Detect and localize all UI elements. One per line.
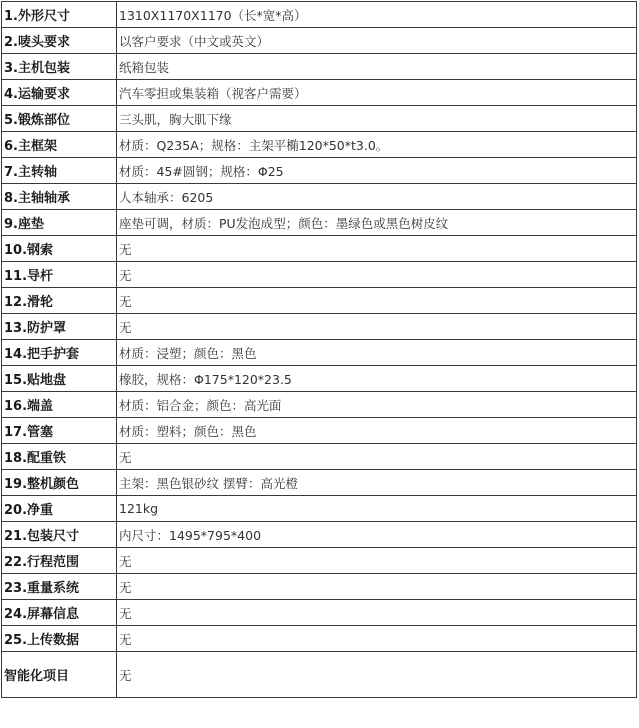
table-row [2,106,637,132]
table-row [2,444,637,470]
row-label: 3.主机包装 [2,54,117,80]
table-row [2,80,637,106]
row-value: 材质：45#圆钢；规格：Φ25 [117,158,637,184]
row-value: 以客户要求（中文或英文） [117,28,637,54]
row-value: 材质：铝合金；颜色：高光面 [117,392,637,418]
table-row [2,470,637,496]
row-label: 17.管塞 [2,418,117,444]
row-label: 8.主轴轴承 [2,184,117,210]
row-value: 无 [117,262,637,288]
row-label: 6.主框架 [2,132,117,158]
row-label: 4.运输要求 [2,80,117,106]
row-label: 2.唛头要求 [2,28,117,54]
row-value: 材质：塑料；颜色：黑色 [117,418,637,444]
table-row [2,236,637,262]
row-label: 20.净重 [2,496,117,522]
table-row [2,262,637,288]
table-row [2,54,637,80]
row-label: 12.滑轮 [2,288,117,314]
row-label: 5.锻炼部位 [2,106,117,132]
table-row [2,626,637,652]
row-label: 智能化项目 [2,652,117,698]
table-row [2,392,637,418]
row-label: 18.配重铁 [2,444,117,470]
row-label: 25.上传数据 [2,626,117,652]
row-label: 14.把手护套 [2,340,117,366]
row-label: 9.座垫 [2,210,117,236]
row-value: 无 [117,600,637,626]
row-value: 121kg [117,496,637,522]
table-row [2,314,637,340]
row-value: 材质：浸塑；颜色：黑色 [117,340,637,366]
table-row [2,340,637,366]
row-label: 23.重量系统 [2,574,117,600]
table-row [2,418,637,444]
table-row [2,288,637,314]
row-label: 10.钢索 [2,236,117,262]
row-value: 纸箱包装 [117,54,637,80]
row-label: 16.端盖 [2,392,117,418]
row-value: 1310X1170X1170（长*宽*高） [117,2,637,28]
row-label: 22.行程范围 [2,548,117,574]
table-row [2,132,637,158]
row-value: 橡胶，规格：Φ175*120*23.5 [117,366,637,392]
table-row [2,2,637,28]
row-value: 无 [117,288,637,314]
table-row [2,184,637,210]
row-label: 1.外形尺寸 [2,2,117,28]
row-value: 无 [117,314,637,340]
spec-table [1,1,637,698]
row-value: 无 [117,236,637,262]
row-value: 无 [117,444,637,470]
row-label: 19.整机颜色 [2,470,117,496]
table-row [2,28,637,54]
row-label: 11.导杆 [2,262,117,288]
row-value: 座垫可调，材质：PU发泡成型；颜色：墨绿色或黑色树皮纹 [117,210,637,236]
table-row [2,366,637,392]
row-value: 无 [117,626,637,652]
row-label: 13.防护罩 [2,314,117,340]
row-label: 24.屏幕信息 [2,600,117,626]
row-value: 无 [117,574,637,600]
table-row [2,652,637,698]
table-row [2,600,637,626]
row-value: 材质：Q235A；规格：主架平椭120*50*t3.0。 [117,132,637,158]
table-row [2,158,637,184]
row-value: 三头肌，胸大肌下缘 [117,106,637,132]
row-label: 7.主转轴 [2,158,117,184]
table-row [2,210,637,236]
row-label: 21.包装尺寸 [2,522,117,548]
row-label: 15.贴地盘 [2,366,117,392]
table-row [2,574,637,600]
row-value: 人本轴承：6205 [117,184,637,210]
row-value: 无 [117,652,637,698]
row-value: 无 [117,548,637,574]
table-row [2,496,637,522]
table-row [2,548,637,574]
row-value: 内尺寸：1495*795*400 [117,522,637,548]
row-value: 主架：黑色银砂纹 摆臂：高光橙 [117,470,637,496]
row-value: 汽车零担或集装箱（视客户需要） [117,80,637,106]
table-row [2,522,637,548]
